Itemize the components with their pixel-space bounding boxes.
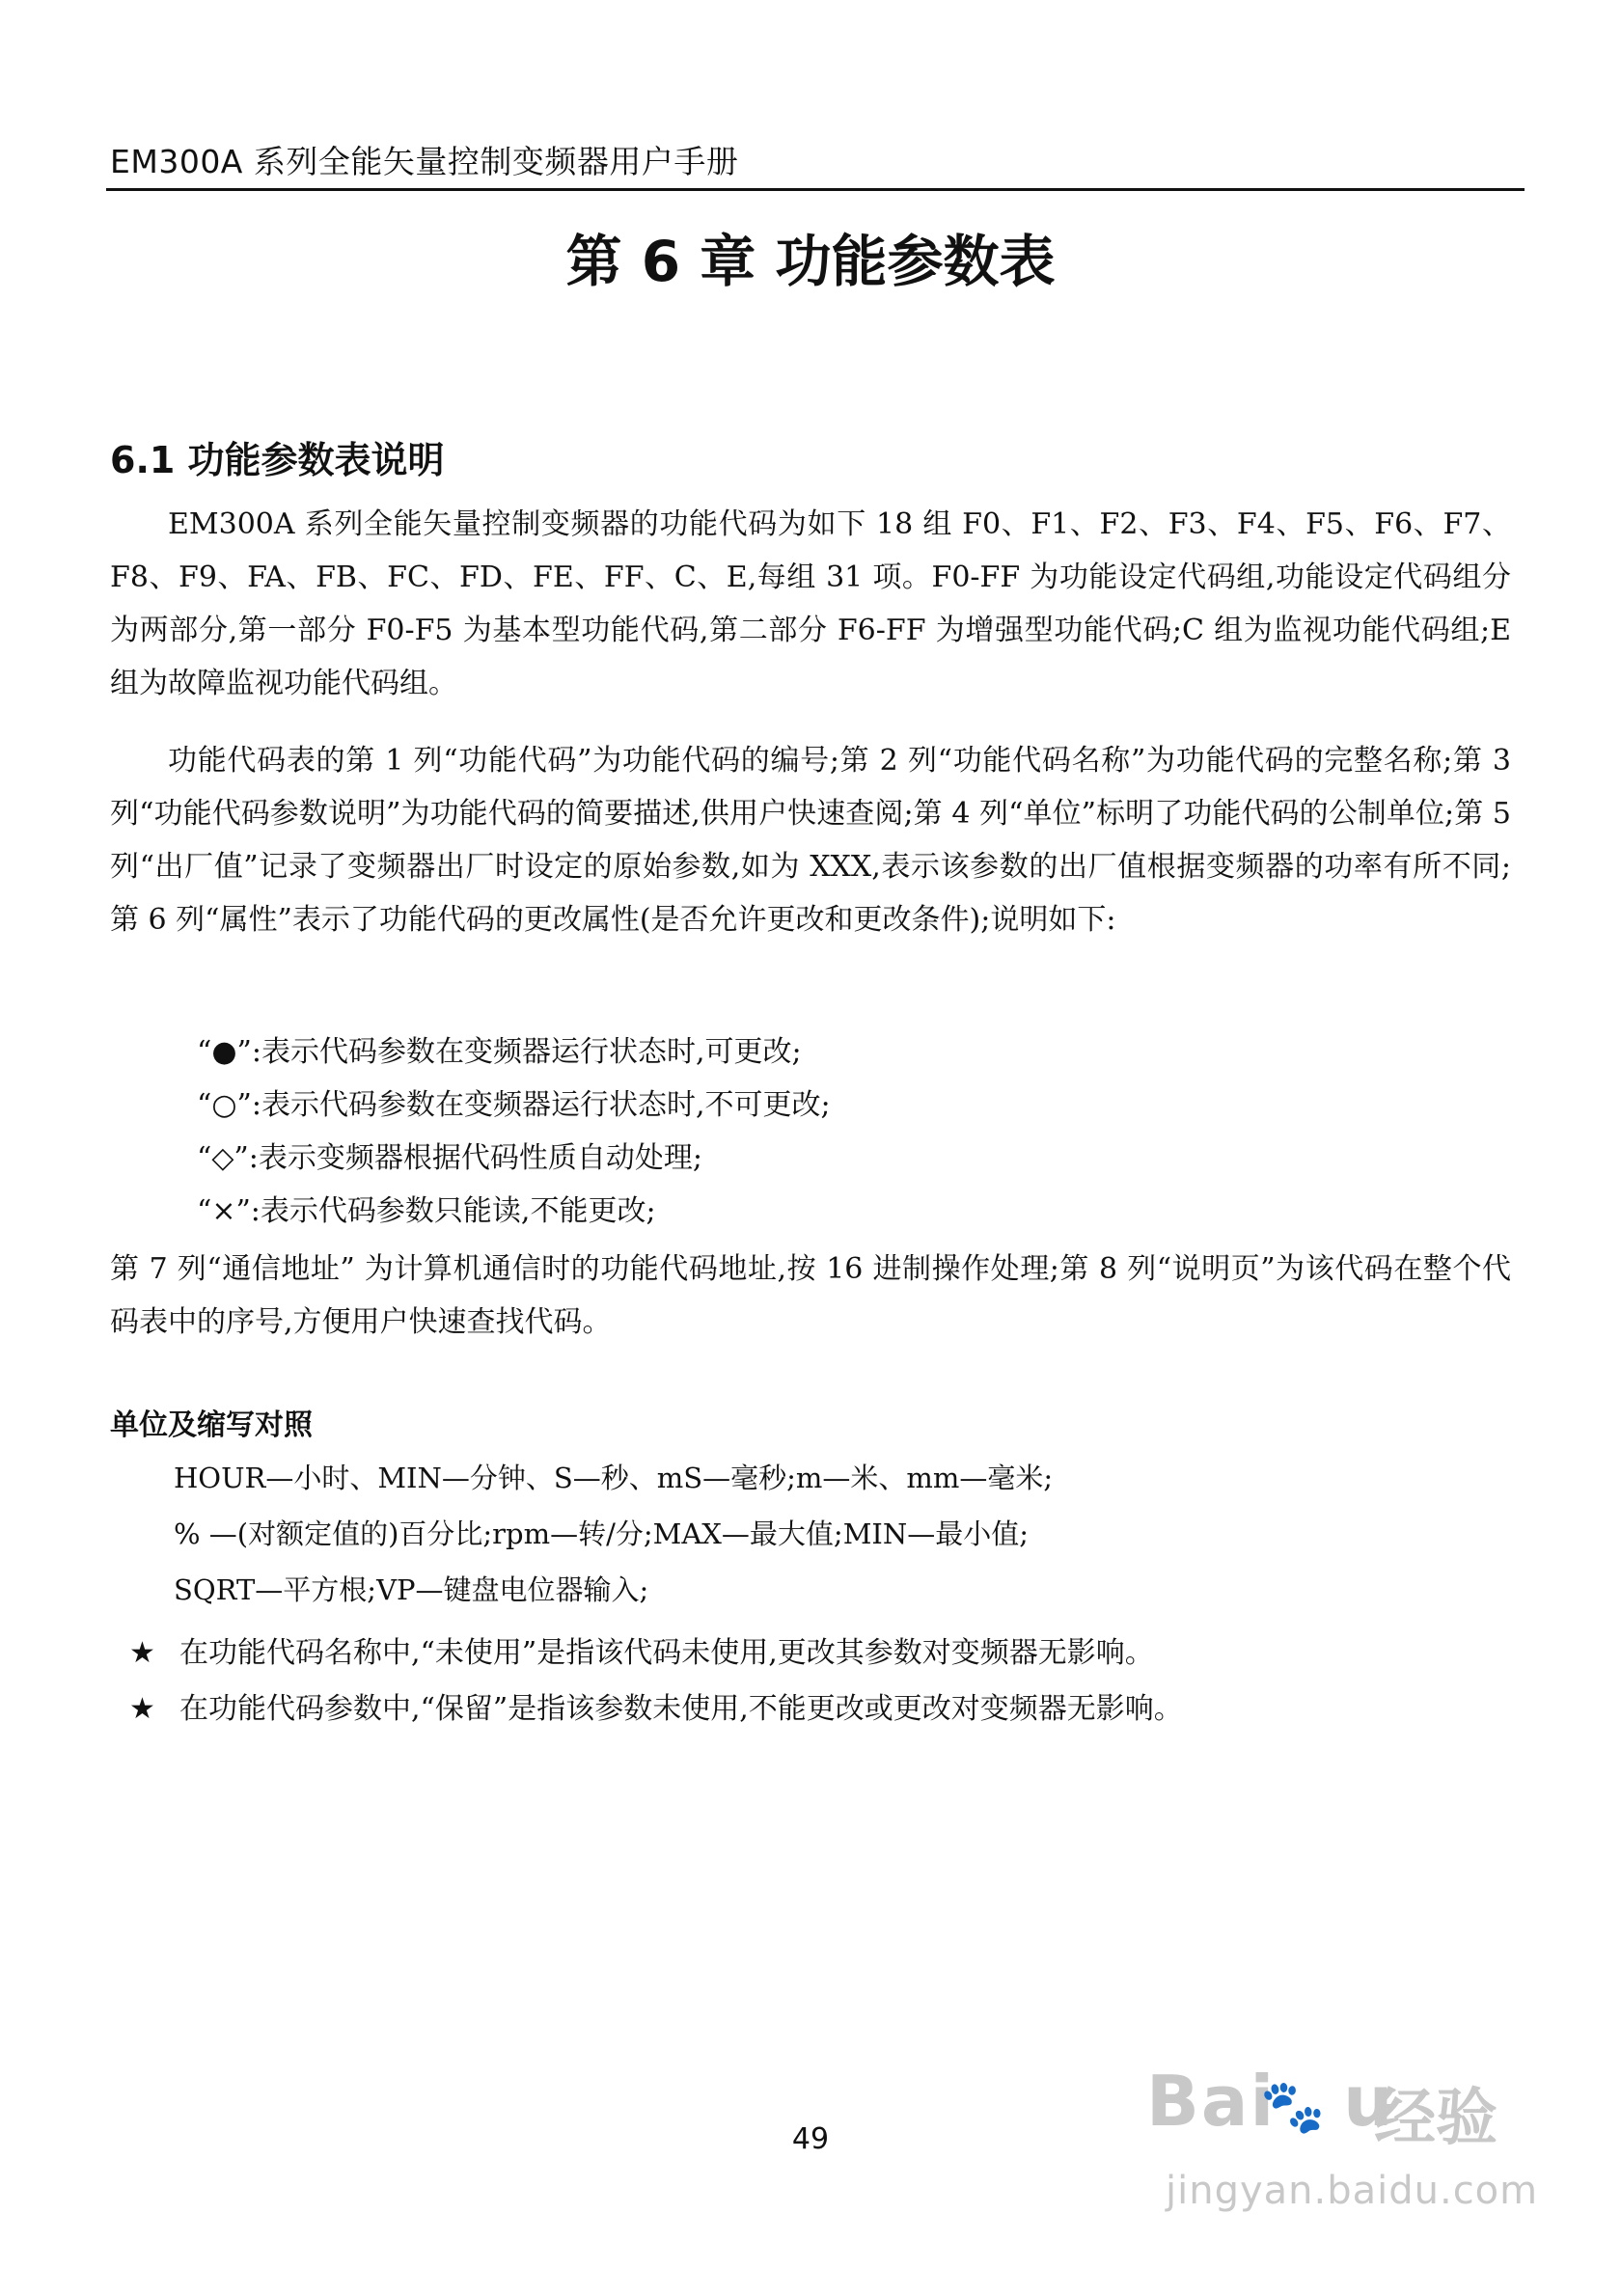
header-rule: [106, 188, 1525, 191]
page-number: 49: [791, 2122, 830, 2156]
note-unused: [129, 1628, 1154, 1671]
paw-icon: 🐾: [1260, 2076, 1326, 2137]
star-icon: ★: [129, 1692, 155, 1726]
note-text: 在功能代码参数中,“保留”是指该参数未使用,不能更改或更改对变频器无影响。: [179, 1692, 1183, 1726]
chapter-title: 第 6 章 功能参数表: [565, 229, 1056, 294]
header-title: EM300A 系列全能矢量控制变频器用户手册: [110, 143, 739, 180]
paragraph-function-groups: EM300A 系列全能矢量控制变频器的功能代码为如下 18 组 F0、F1、F2、F3、F4、F5、F6、F7、F8、F9、FA、FB、FC、FD、FE、FF、C、E,每组 31 项。F0-FF 为功能设定代码组,功能设定代码组分为两部分,第一部分 F0-F5 为基本型功能代码,第二部分 F6-FF 为增强型功能代码;C 组为监视功能代码组;E 组为故障监视功能代码组。: [110, 507, 1511, 700]
section-title: 6.1 功能参数表说明: [110, 439, 445, 481]
legend-item-modifiable: “●”:表示代码参数在变频器运行状态时,可更改;: [197, 1035, 802, 1069]
watermark-logo: Bai u: [1146, 2061, 1395, 2142]
note-text: 在功能代码名称中,“未使用”是指该代码未使用,更改其参数对变频器无影响。: [179, 1636, 1154, 1670]
watermark-url: jingyan.baidu.com: [1166, 2169, 1539, 2213]
paragraph-address-columns: 第 7 列“通信地址” 为计算机通信时的功能代码地址,按 16 进制操作处理;第 8 列“说明页”为该代码在整个代码表中的序号,方便用户快速查找代码。: [110, 1252, 1511, 1339]
watermark-jingyan: 经验: [1374, 2083, 1497, 2154]
unit-line: HOUR—小时、MIN—分钟、S—秒、mS—毫秒;m—米、mm—毫米;: [174, 1462, 1054, 1494]
star-icon: ★: [129, 1636, 155, 1670]
unit-line: % —(对额定值的)百分比;rpm—转/分;MAX—最大值;MIN—最小值;: [174, 1517, 1029, 1550]
note-reserved: [129, 1684, 1183, 1727]
legend-item-read-only: “×”:表示代码参数只能读,不能更改;: [197, 1194, 656, 1228]
legend-item-not-modifiable: “○”:表示代码参数在变频器运行状态时,不可更改;: [197, 1088, 831, 1122]
paragraph-column-description: 功能代码表的第 1 列“功能代码”为功能代码的编号;第 2 列“功能代码名称”为功能代码的完整名称;第 3 列“功能代码参数说明”为功能代码的简要描述,供用户快速查阅;第 4 列“单位”标明了功能代码的公制单位;第 5 列“出厂值”记录了变频器出厂时设定的原始参数,如为 XXX,表示该参数的出厂值根据变频器的功率有所不同;第 6 列“属性”表示了功能代码的更改属性(是否允许更改和更改条件);说明如下:: [110, 744, 1511, 937]
unit-line: SQRT—平方根;VP—键盘电位器输入;: [174, 1573, 649, 1606]
watermark: [1146, 2061, 1539, 2254]
legend-item-auto: “◇”:表示变频器根据代码性质自动处理;: [197, 1141, 702, 1175]
units-heading: 单位及缩写对照: [110, 1408, 313, 1442]
